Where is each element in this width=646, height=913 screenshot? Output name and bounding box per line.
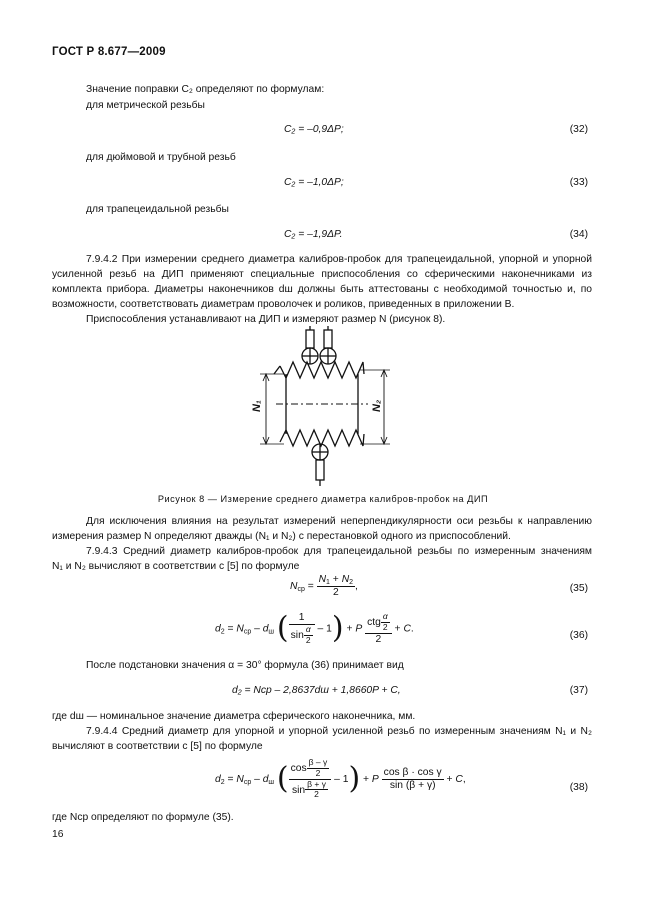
para-7942-line2: усиленной резьб на ДИП применяют специальные приспособления со сферическими наконечниками из: [52, 269, 592, 280]
equation-38: $d_2 = N_{ср} - d_ш$ ( cos $\frac{\beta - \gamma}{2}$ sin $\frac{\beta + \gamma}{2}$ – 1) + P $\frac{\text{cos β · cos γ}}{\sin (\beta + \gamma)}$ + C,: [215, 757, 466, 800]
equation-37: d₂ = Nср – 2,8637dш + 1,8660P + C,: [232, 685, 401, 696]
document-header: ГОСТ Р 8.677—2009: [52, 46, 166, 58]
equation-32-number: (32): [569, 124, 588, 135]
top-rod-right: [324, 330, 332, 348]
intro-line: Значение поправки C₂ определяют по формулам:: [86, 84, 325, 95]
page-number: 16: [52, 829, 64, 840]
where-dsh: где dш — номинальное значение диаметра сферического наконечника, мм.: [52, 711, 416, 722]
equation-35-number: (35): [569, 583, 588, 594]
para-7943-line1: 7.9.4.3 Средний диаметр калибров-пробок для трапецеидальной резьбы по измеренным значениям: [86, 546, 592, 557]
equation-33: C₂ = –1,0ΔP;: [284, 177, 344, 188]
figure-8-diagram: [240, 326, 410, 488]
equation-34: C₂ = –1,9ΔP.: [284, 229, 343, 240]
equation-38-number: (38): [569, 782, 588, 793]
where-ncp: где Nср определяют по формуле (35).: [52, 812, 234, 823]
top-rod-left: [306, 330, 314, 348]
para-7944-line1: 7.9.4.4 Средний диаметр для упорной и упорной усиленной резьб по измеренным значениям N₁ и N₂: [86, 726, 592, 737]
para-7942-line5: Приспособления устанавливают на ДИП и измеряют размер N (рисунок 8).: [86, 314, 446, 325]
after-36-text: После подстановки значения α = 30° формула (36) принимает вид: [86, 660, 404, 671]
inch-thread-label: для дюймовой и трубной резьб: [86, 152, 236, 163]
para-7943-line2: N₁ и N₂ вычисляют в соответствии с [5] по формуле: [52, 561, 300, 572]
para-7944-line2: вычисляют в соответствии с [5] по формуле: [52, 741, 263, 752]
metric-thread-label: для метрической резьбы: [86, 100, 205, 111]
para-after-fig-line1: Для исключения влияния на результат измерений неперпендикулярности оси резьбы к направлению: [86, 516, 592, 527]
equation-36: $d_2 = N_{ср} - d_ш$ ( 1 sin $\frac{\alpha}{2}$ – 1) + P ctg $\frac{\alpha}{2}$ 2 + C.: [215, 610, 414, 646]
para-7942-line3: комплекта прибора. Диаметры наконечников dш должны быть аттестованы с необходимой точностью и, по: [52, 284, 592, 295]
para-7942-line4: возможности, соответствовать диаметрам проволочек и роликов, приведенных в приложении В.: [52, 299, 515, 310]
figure-8-caption: Рисунок 8 — Измерение среднего диаметра калибров-пробок на ДИП: [157, 494, 489, 504]
trapezoidal-thread-label: для трапецеидальной резьбы: [86, 204, 229, 215]
para-7942-line1: 7.9.4.2 При измерении среднего диаметра калибров-пробок для трапецеидальной, упорной и упорной: [86, 254, 592, 265]
para-after-fig-line2: измерения размер N определяют дважды (N₁ и N₂) с перестановкой одного из приспособлений.: [52, 531, 511, 542]
bottom-rod: [316, 460, 324, 480]
top-thread-profile: [280, 362, 364, 378]
n1-label: N₁: [251, 400, 263, 412]
equation-32: C₂ = –0,9ΔP;: [284, 124, 344, 135]
equation-36-number: (36): [569, 630, 588, 641]
equation-34-number: (34): [569, 229, 588, 240]
equation-35: $N_{ср}$ = $\frac{N_1 + N_2}{2}$ ,: [290, 574, 358, 598]
n2-label: N₂: [371, 399, 383, 412]
equation-37-number: (37): [569, 685, 588, 696]
equation-33-number: (33): [569, 177, 588, 188]
